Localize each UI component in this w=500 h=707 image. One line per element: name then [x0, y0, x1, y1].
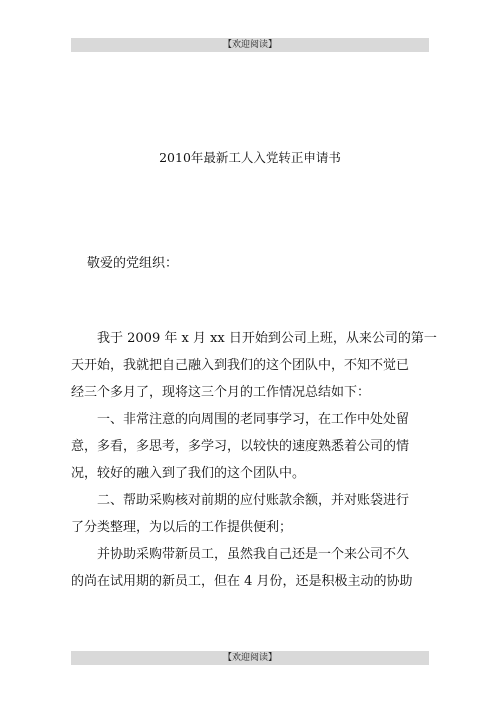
body-line-10: 的尚在试用期的新员工，但在 4 月份，还是积极主动的协助 — [71, 574, 413, 589]
header-banner-text: 【欢迎阅读】 — [222, 40, 277, 50]
body-line-8: 了分类整理，为以后的工作提供便利； — [71, 520, 293, 535]
salutation: 敬爱的党组织： — [87, 256, 179, 271]
body-line-7: 二、帮助采购核对前期的应付账款余额，并对账袋进行 — [97, 493, 410, 508]
body-line-9: 并协助采购带新员工，虽然我自己还是一个来公司不久 — [97, 547, 410, 562]
body-line-1: 我于 2009 年 x 月 xx 日开始到公司上班，从来公司的第一 — [97, 331, 437, 346]
header-banner — [71, 38, 429, 52]
body-line-5: 意，多看，多思考，多学习，以较快的速度熟悉着公司的情 — [71, 439, 410, 454]
body-line-2: 天开始，我就把自己融入到我们的这个团队中，不知不觉已 — [71, 358, 410, 373]
body-line-6: 况，较好的融入到了我们的这个团队中。 — [71, 466, 306, 481]
footer-banner — [71, 651, 429, 665]
footer-banner-text: 【欢迎阅读】 — [222, 653, 277, 663]
document-title: 2010年最新工人入党转正申请书 — [159, 150, 341, 165]
body-line-3: 经三个多月了，现将这三个月的工作情况总结如下： — [71, 385, 371, 400]
body-line-4: 一、非常注意的向周围的老同事学习，在工作中处处留 — [97, 412, 410, 427]
